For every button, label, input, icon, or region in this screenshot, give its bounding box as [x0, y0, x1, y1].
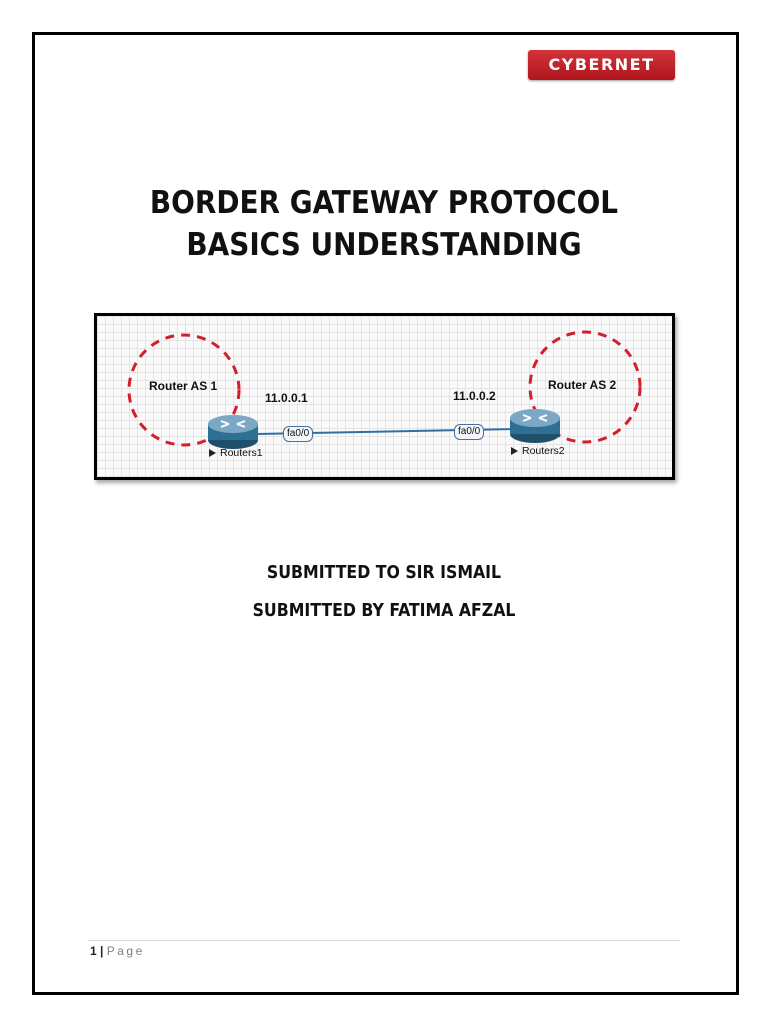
- as2-label: Router AS 2: [548, 378, 617, 392]
- network-diagram: [94, 313, 675, 480]
- interface-label-2: fa0/0: [454, 424, 484, 440]
- router1-expand-icon: [209, 449, 216, 457]
- diagram-canvas: [97, 316, 672, 477]
- router2-icon: [510, 409, 560, 443]
- document-title: [60, 182, 708, 266]
- router2-expand-icon: [511, 447, 518, 455]
- footer-rule: [88, 940, 680, 941]
- page-separator: |: [100, 944, 104, 958]
- title-line-1: BORDER GATEWAY PROTOCOL: [149, 185, 619, 221]
- submitted-by: SUBMITTED BY FATIMA AFZAL: [252, 601, 516, 621]
- ip-address-2: 11.0.0.2: [453, 389, 496, 403]
- ip-address-1: 11.0.0.1: [265, 391, 308, 405]
- interface-label-1: fa0/0: [283, 426, 313, 442]
- page-number: 1: [90, 944, 97, 958]
- title-line-2: BASICS UNDERSTANDING: [186, 227, 582, 263]
- router1-name: Routers1: [220, 447, 263, 459]
- as1-label: Router AS 1: [149, 379, 218, 393]
- page-footer: [90, 944, 145, 958]
- cybernet-logo: CYBERNET: [528, 50, 675, 80]
- router1-icon: [208, 415, 258, 449]
- submitted-to: SUBMITTED TO SIR ISMAIL: [266, 563, 502, 583]
- page-border: [32, 32, 739, 995]
- page-label: Page: [106, 944, 145, 958]
- router2-name: Routers2: [522, 445, 565, 457]
